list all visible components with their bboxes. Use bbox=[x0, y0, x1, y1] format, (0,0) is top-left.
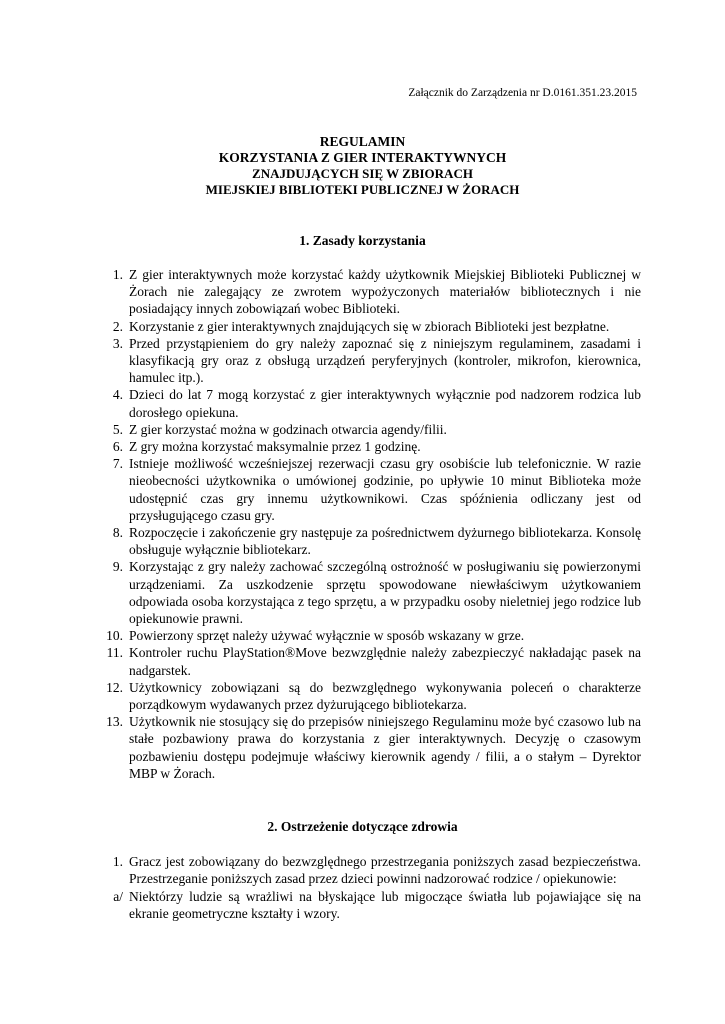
item-number: 5. bbox=[112, 421, 123, 437]
list-item bbox=[93, 335, 641, 387]
title-line-4: MIEJSKIEJ BIBLIOTEKI PUBLICZNEJ W ŻORACH bbox=[205, 182, 520, 197]
item-text: Istnieje możliwość wcześniejszej rezerwacji czasu gry osobiście lub telefonicznie. W razie nieobecności użytkownika o umówionej godzinie, po upływie 10 minut Biblioteka może udostępnić czas gry innemu użytkownikowi. Czas spóźnienia odliczany jest od przysługującego czasu gry. bbox=[129, 456, 641, 523]
item-text: Gracz jest zobowiązany do bezwzględnego przestrzegania poniższych zasad bezpieczeństwa. Przestrzeganie poniższych zasad przez dzieci powinni nadzorować rodzice / opiekunowie: bbox=[129, 854, 641, 887]
item-text: Powierzony sprzęt należy używać wyłącznie w sposób wskazany w grze. bbox=[129, 628, 525, 644]
item-text: Przed przystąpieniem do gry należy zapoznać się z niniejszym regulaminem, zasadami i klasyfikacją gry oraz z obsługą urządzeń peryferyjnych (kontroler, mikrofon, kierownica, hamulec itp.). bbox=[129, 335, 641, 386]
item-text: Rozpoczęcie i zakończenie gry następuje za pośrednictwem dyżurnego bibliotekarza. Konsolę obsługuje wyłącznie bibliotekarz. bbox=[129, 525, 641, 558]
item-number: 6. bbox=[112, 439, 123, 455]
list-item bbox=[93, 558, 641, 627]
section-1-heading: 1. Zasady korzystania bbox=[299, 233, 426, 248]
title-line-2: KORZYSTANIA Z GIER INTERAKTYWNYCH bbox=[218, 150, 507, 165]
list-item bbox=[93, 455, 641, 524]
item-number: 11. bbox=[106, 645, 123, 661]
item-number: 13. bbox=[106, 714, 123, 730]
item-number: a/ bbox=[113, 888, 123, 904]
document-title bbox=[0, 134, 725, 198]
list-item bbox=[93, 524, 641, 558]
item-text: Z gry można korzystać maksymalnie przez 1 godzinę. bbox=[129, 439, 421, 455]
title-line-3: ZNAJDUJĄCYCH SIĘ W ZBIORACH bbox=[252, 166, 473, 181]
item-number: 8. bbox=[112, 525, 123, 541]
item-text: Z gier korzystać można w godzinach otwarcia agendy/filii. bbox=[129, 421, 447, 437]
list-item bbox=[93, 679, 641, 713]
item-number: 9. bbox=[112, 559, 123, 575]
item-number: 1. bbox=[112, 267, 123, 282]
item-text: Użytkownik nie stosujący się do przepisów niniejszego Regulaminu może być czasowo lub na stałe pozbawiony prawa do korzystania z gier interaktywnych. Decyzję o czasowym pozbawieniu dostępu podejmuje właściwy kierownik agendy / filii, a o stałym – Dyrektor MBP w Żorach. bbox=[129, 714, 641, 781]
item-text: Niektórzy ludzie są wrażliwi na błyskające lub migoczące światła lub pojawiające się na ekranie geometryczne kształty i wzory. bbox=[129, 888, 641, 922]
item-text: Korzystając z gry należy zachować szczególną ostrożność w posługiwaniu się powierzonymi urządzeniami. Za uszkodzenie sprzętu spowodowane niewłaściwym użytkowaniem odpowiada osoba korzystająca z tego sprzętu, a w przypadku osoby nieletniej jego rodzice lub opiekunowie prawni. bbox=[129, 559, 641, 627]
list-item bbox=[93, 266, 641, 318]
item-number: 7. bbox=[112, 456, 123, 472]
item-number: 10. bbox=[106, 628, 123, 644]
item-number: 3. bbox=[112, 335, 123, 351]
list-item bbox=[93, 386, 641, 420]
list-item bbox=[93, 644, 641, 678]
item-text: Korzystanie z gier interaktywnych znajdujących się w zbiorach Biblioteki jest bezpłatne. bbox=[129, 318, 610, 334]
list-item bbox=[93, 853, 641, 888]
list-item bbox=[93, 888, 641, 923]
list-item bbox=[93, 627, 641, 644]
annex-reference: Załącznik do Zarządzenia nr D.0161.351.23.2015 bbox=[408, 87, 637, 99]
list-item bbox=[93, 438, 641, 455]
item-number: 12. bbox=[106, 679, 123, 695]
item-number: 4. bbox=[112, 387, 123, 403]
item-number: 2. bbox=[112, 318, 123, 334]
list-item bbox=[93, 421, 641, 438]
list-item bbox=[93, 713, 641, 782]
section-2-list bbox=[93, 853, 641, 923]
item-text: Dzieci do lat 7 mogą korzystać z gier interaktywnych wyłącznie pod nadzorem rodzica lub dorosłego opiekuna. bbox=[129, 387, 641, 420]
item-text: Kontroler ruchu PlayStation®Move bezwzględnie należy zabezpieczyć nakładając pasek na nadgarstek. bbox=[129, 645, 641, 678]
item-number: 1. bbox=[112, 854, 123, 869]
section-2-heading: 2. Ostrzeżenie dotyczące zdrowia bbox=[267, 819, 458, 834]
section-1-list bbox=[93, 266, 641, 782]
list-item bbox=[93, 318, 641, 335]
title-line-1: REGULAMIN bbox=[319, 134, 406, 149]
item-text: Z gier interaktywnych może korzystać każdy użytkownik Miejskiej Biblioteki Publicznej w Żorach nie zalegający ze zwrotem wypożyczonych materiałów bibliotecznych i nie posiadający innych zobowiązań wobec Biblioteki. bbox=[129, 267, 641, 317]
item-text: Użytkownicy zobowiązani są do bezwzględnego wykonywania poleceń o charakterze porządkowym wydawanych przez dyżurującego bibliotekarza. bbox=[129, 679, 641, 713]
